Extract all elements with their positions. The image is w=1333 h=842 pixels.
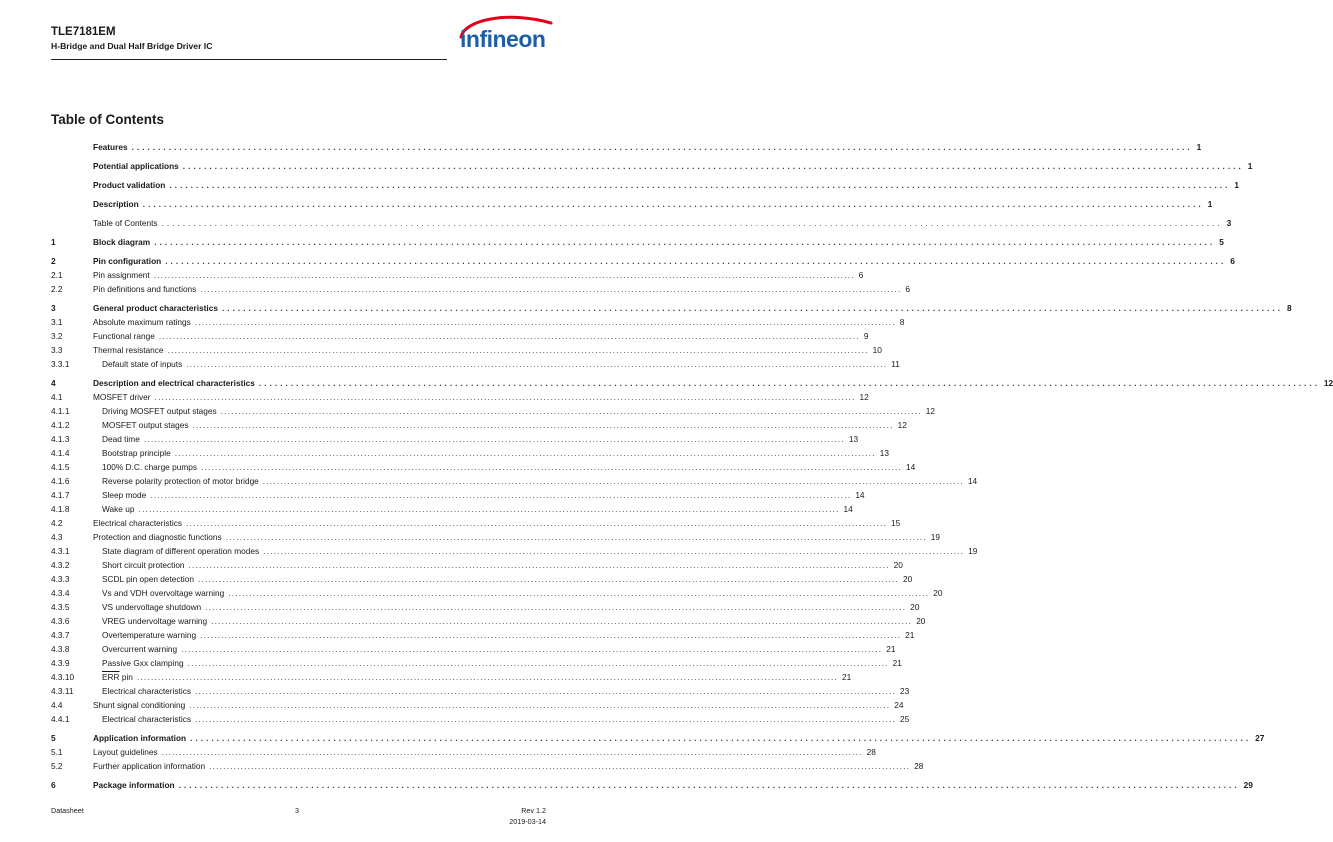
toc-entry-number: 4.3.8: [51, 644, 70, 654]
toc-entry-label: Description: [93, 199, 143, 209]
toc-entry-label: Functional range: [93, 331, 159, 341]
dot-leader: ........................................................................................................................................................................................................: [136, 672, 838, 682]
dot-leader: ........................................................................................................................................................................................................: [197, 574, 899, 584]
dot-leader: ........................................................................................................................................................................................................: [161, 218, 1223, 228]
toc-entry-number: 4.1.7: [51, 490, 70, 500]
dot-leader: ........................................................................................................................................................................................................: [186, 518, 888, 528]
dot-leader: ........................................................................................................................................................................................................: [165, 256, 1227, 266]
toc-entry[interactable]: [51, 218, 1232, 232]
dot-leader: ........................................................................................................................................................................................................: [131, 142, 1193, 152]
dot-leader: ........................................................................................................................................................................................................: [220, 406, 922, 416]
dot-leader: ........................................................................................................................................................................................................: [221, 303, 1283, 313]
footer-page-number: 3: [295, 806, 299, 815]
toc-entry-page: 9: [863, 331, 869, 341]
dot-leader: ........................................................................................................................................................................................................: [138, 504, 840, 514]
dot-leader: ........................................................................................................................................................................................................: [181, 644, 883, 654]
toc-entry[interactable]: [51, 780, 1253, 794]
toc-entry-number: 2.1: [51, 270, 63, 280]
toc-entry-label: Vs and VDH overvoltage warning: [102, 588, 228, 598]
toc-entry-label: Pin configuration: [93, 256, 165, 266]
toc-entry-page: 6: [1230, 256, 1235, 266]
toc-entry[interactable]: [51, 658, 902, 672]
dot-leader: ........................................................................................................................................................................................................: [161, 747, 863, 757]
dot-leader: ........................................................................................................................................................................................................: [142, 199, 1204, 209]
toc-entry-label: Overtemperature warning: [102, 630, 200, 640]
header-rule: [51, 59, 447, 60]
dot-leader: ........................................................................................................................................................................................................: [205, 602, 907, 612]
toc-entry[interactable]: [51, 714, 910, 728]
toc-entry-number: 4.2: [51, 518, 63, 528]
toc-entry[interactable]: [51, 672, 852, 686]
toc-entry-label: Dead time: [102, 434, 144, 444]
toc-entry-label: MOSFET driver: [93, 392, 154, 402]
dot-leader: ........................................................................................................................................................................................................: [195, 714, 897, 724]
dot-leader: ........................................................................................................................................................................................................: [209, 761, 911, 771]
toc-entry-page: 20: [902, 574, 913, 584]
dot-leader: ........................................................................................................................................................................................................: [174, 448, 876, 458]
dot-leader: ........................................................................................................................................................................................................: [200, 284, 902, 294]
toc-entry-label: Features: [93, 142, 132, 152]
toc-entry-number: 4.1: [51, 392, 63, 402]
toc-entry-label: Layout guidelines: [93, 747, 162, 757]
toc-entry-label: Application information: [93, 733, 190, 743]
toc-entry-label: Electrical characteristics: [102, 686, 195, 696]
toc-entry-page: 11: [891, 359, 900, 369]
toc-entry[interactable]: [51, 256, 1235, 270]
dot-leader: ........................................................................................................................................................................................................: [186, 359, 888, 369]
toc-entry-label: Protection and diagnostic functions: [93, 532, 226, 542]
toc-entry[interactable]: [51, 644, 896, 658]
toc-entry-label: Bootstrap principle: [102, 448, 175, 458]
product-subtitle: H-Bridge and Dual Half Bridge Driver IC: [51, 41, 213, 51]
toc-entry[interactable]: [51, 448, 889, 462]
toc-entry[interactable]: [51, 199, 1213, 213]
toc-entry-label: Thermal resistance: [93, 345, 168, 355]
toc-entry[interactable]: [51, 392, 869, 406]
toc-entry-number: 3.1: [51, 317, 63, 327]
toc-entry[interactable]: [51, 284, 910, 298]
toc-entry-number: 4.1.6: [51, 476, 70, 486]
toc-entry-number: 2: [51, 256, 56, 266]
toc-entry-label: General product characteristics: [93, 303, 222, 313]
toc-entry[interactable]: [51, 237, 1224, 251]
toc-entry-page: 1: [1196, 142, 1202, 152]
toc-entry-page: 19: [968, 546, 978, 556]
toc-entry-label: Pin definitions and functions: [93, 284, 200, 294]
toc-entry-label: $\overline{ERR}$ pin: [102, 672, 137, 682]
toc-entry-label: Description and electrical characteristics: [93, 378, 259, 388]
toc-entry-label: Default state of inputs: [102, 359, 186, 369]
toc-entry-number: 4.3.9: [51, 658, 70, 668]
dot-leader: ........................................................................................................................................................................................................: [150, 490, 852, 500]
toc-entry-label: Product validation: [93, 180, 169, 190]
dot-leader: ........................................................................................................................................................................................................: [228, 588, 930, 598]
toc-entry[interactable]: [51, 574, 913, 588]
toc-entry-number: 4.3.1: [51, 546, 70, 556]
toc-entry-label: Block diagram: [93, 237, 154, 247]
infineon-logo: [455, 13, 565, 63]
toc-entry[interactable]: [51, 490, 865, 504]
toc-entry[interactable]: [51, 700, 904, 714]
dot-leader: ........................................................................................................................................................................................................: [169, 180, 1231, 190]
toc-entry-number: 3.3.1: [51, 359, 70, 369]
toc-entry-page: 10: [872, 345, 882, 355]
toc-entry-label: Reverse polarity protection of motor bridge: [102, 476, 263, 486]
toc-entry-label: Further application information: [93, 761, 209, 771]
toc-entry-label: VREG undervoltage warning: [102, 616, 211, 626]
toc-entry-page: 19: [930, 532, 940, 542]
toc-entry-number: 3: [51, 303, 56, 313]
toc-entry-number: 4.3.3: [51, 574, 70, 584]
toc-entry-label: Table of Contents: [93, 218, 162, 228]
toc-entry-page: 1: [1234, 180, 1240, 190]
toc-entry[interactable]: [51, 462, 916, 476]
toc-entry-page: 12: [897, 420, 907, 430]
toc-entry-number: 4.3.6: [51, 616, 70, 626]
toc-entry-label: Driving MOSFET output stages: [102, 406, 221, 416]
dot-leader: ........................................................................................................................................................................................................: [143, 434, 845, 444]
toc-entry-page: 25: [900, 714, 910, 724]
toc-entry-label: 100% D.C. charge pumps: [102, 462, 201, 472]
dot-leader: ........................................................................................................................................................................................................: [178, 780, 1240, 790]
toc-entry-page: 24: [894, 700, 904, 710]
dot-leader: ........................................................................................................................................................................................................: [194, 317, 896, 327]
toc-entry[interactable]: [51, 317, 905, 331]
toc-entry-label: Pin assignment: [93, 270, 154, 280]
toc-title: Table of Contents: [51, 112, 164, 127]
toc-entry[interactable]: [51, 630, 915, 644]
toc-entry-page: 27: [1255, 733, 1265, 743]
toc-entries: [51, 142, 1333, 794]
dot-leader: ........................................................................................................................................................................................................: [263, 546, 965, 556]
toc-entry[interactable]: [51, 359, 900, 373]
toc-entry-page: 12: [859, 392, 869, 402]
toc-entry-label: Potential applications: [93, 161, 183, 171]
dot-leader: ........................................................................................................................................................................................................: [211, 616, 913, 626]
toc-entry-page: 15: [891, 518, 901, 528]
dot-leader: ........................................................................................................................................................................................................: [200, 630, 902, 640]
toc-entry-page: 14: [855, 490, 865, 500]
toc-entry[interactable]: [51, 532, 940, 546]
toc-entry-number: 4.4: [51, 700, 63, 710]
dot-leader: ........................................................................................................................................................................................................: [190, 733, 1252, 743]
toc-entry[interactable]: [51, 345, 882, 359]
toc-entry[interactable]: [51, 747, 876, 761]
toc-entry-number: 4.1.4: [51, 448, 70, 458]
dot-leader: ........................................................................................................................................................................................................: [154, 237, 1216, 247]
toc-entry[interactable]: [51, 378, 1333, 392]
toc-entry-number: 4.3.2: [51, 560, 70, 570]
toc-entry-label: Electrical characteristics: [102, 714, 195, 724]
toc-entry[interactable]: [51, 142, 1202, 156]
product-name: TLE7181EM: [51, 26, 116, 38]
svg-text:infineon: infineon: [460, 26, 546, 52]
toc-entry[interactable]: [51, 686, 910, 700]
toc-entry-page: 20: [916, 616, 926, 626]
toc-entry-label: Electrical characteristics: [93, 518, 186, 528]
dot-leader: ........................................................................................................................................................................................................: [187, 658, 889, 668]
toc-entry-number: 4.1.1: [51, 406, 70, 416]
toc-entry-page: 6: [905, 284, 910, 294]
toc-entry-number: 4.3.11: [51, 686, 74, 696]
toc-entry-number: 4.1.5: [51, 462, 70, 472]
toc-entry-page: 20: [893, 560, 903, 570]
toc-entry-page: 1: [1247, 161, 1253, 171]
toc-entry-number: 4.3.7: [51, 630, 70, 640]
toc-entry-label: State diagram of different operation modes: [102, 546, 263, 556]
toc-entry-number: 4.1.8: [51, 504, 70, 514]
toc-entry-label: SCDL pin open detection: [102, 574, 198, 584]
toc-entry-label: Short circuit protection: [102, 560, 189, 570]
dot-leader: ........................................................................................................................................................................................................: [192, 420, 894, 430]
toc-entry-page: 13: [879, 448, 889, 458]
toc-entry[interactable]: [51, 331, 869, 345]
toc-entry-number: 4.1.3: [51, 434, 70, 444]
toc-entry-number: 4.3.4: [51, 588, 70, 598]
toc-entry[interactable]: [51, 406, 935, 420]
dot-leader: ........................................................................................................................................................................................................: [189, 700, 891, 710]
toc-entry[interactable]: [51, 270, 864, 284]
toc-entry-page: 1: [1207, 199, 1213, 209]
toc-entry-page: 8: [1287, 303, 1292, 313]
toc-entry[interactable]: [51, 761, 924, 775]
toc-entry-label: Package information: [93, 780, 179, 790]
toc-entry-number: 4.3: [51, 532, 63, 542]
toc-entry-number: 4: [51, 378, 56, 388]
dot-leader: ........................................................................................................................................................................................................: [201, 462, 903, 472]
toc-entry-label: Sleep mode: [102, 490, 150, 500]
dot-leader: ........................................................................................................................................................................................................: [154, 392, 856, 402]
toc-entry-page: 8: [899, 317, 905, 327]
dot-leader: ........................................................................................................................................................................................................: [188, 560, 890, 570]
toc-entry-number: 5.1: [51, 747, 63, 757]
toc-entry-label: Wake up: [102, 504, 138, 514]
dot-leader: ........................................................................................................................................................................................................: [153, 270, 855, 280]
toc-entry-label: Absolute maximum ratings: [93, 317, 195, 327]
toc-entry-number: 5.2: [51, 761, 63, 771]
dot-leader: ........................................................................................................................................................................................................: [195, 686, 897, 696]
toc-entry-page: 12: [925, 406, 935, 416]
toc-entry-number: 5: [51, 733, 56, 743]
toc-entry-page: 23: [900, 686, 910, 696]
toc-entry[interactable]: [51, 476, 978, 490]
toc-entry[interactable]: [51, 602, 920, 616]
toc-entry[interactable]: [51, 303, 1292, 317]
toc-entry-label: Overcurrent warning: [102, 644, 181, 654]
toc-entry[interactable]: [51, 504, 853, 518]
footer-doc-type: Datasheet: [51, 806, 84, 815]
toc-entry-page: 14: [906, 462, 916, 472]
toc-entry-page: 6: [858, 270, 864, 280]
toc-entry-page: 28: [914, 761, 924, 771]
toc-entry[interactable]: [51, 733, 1265, 747]
toc-entry[interactable]: [51, 588, 943, 602]
document-header: [51, 25, 212, 52]
toc-entry-label: MOSFET output stages: [102, 420, 193, 430]
toc-entry-page: 21: [905, 630, 915, 640]
dot-leader: ........................................................................................................................................................................................................: [225, 532, 927, 542]
toc-entry-page: 28: [866, 747, 876, 757]
dot-leader: ........................................................................................................................................................................................................: [167, 345, 869, 355]
footer-date: 2019-03-14: [509, 817, 546, 826]
toc-entry[interactable]: [51, 560, 903, 574]
toc-entry-page: 20: [910, 602, 920, 612]
dot-leader: ........................................................................................................................................................................................................: [262, 476, 964, 486]
toc-entry-number: 1: [51, 237, 56, 247]
dot-leader: ........................................................................................................................................................................................................: [158, 331, 860, 341]
toc-entry-number: 2.2: [51, 284, 63, 294]
toc-entry-number: 4.1.2: [51, 420, 70, 430]
toc-entry-number: 4.4.1: [51, 714, 70, 724]
toc-entry[interactable]: [51, 180, 1240, 194]
toc-entry-number: 6: [51, 780, 56, 790]
toc-entry[interactable]: [51, 546, 978, 560]
toc-entry-number: 3.3: [51, 345, 63, 355]
toc-entry[interactable]: [51, 420, 907, 434]
toc-entry-page: 21: [841, 672, 852, 682]
dot-leader: ........................................................................................................................................................................................................: [182, 161, 1244, 171]
toc-entry-page: 29: [1243, 780, 1253, 790]
toc-entry-page: 13: [848, 434, 859, 444]
toc-entry-page: 3: [1226, 218, 1232, 228]
toc-entry-label: Passive Gxx clamping: [102, 658, 188, 668]
footer-revision: Rev 1.2: [521, 806, 546, 815]
toc-entry-page: 14: [967, 476, 978, 486]
toc-entry[interactable]: [51, 518, 901, 532]
toc-entry-page: 20: [933, 588, 943, 598]
toc-entry[interactable]: [51, 434, 859, 448]
toc-entry-number: 3.2: [51, 331, 63, 341]
toc-entry[interactable]: [51, 161, 1253, 175]
toc-entry-label: VS undervoltage shutdown: [102, 602, 205, 612]
toc-entry-page: 14: [843, 504, 853, 514]
toc-entry[interactable]: [51, 616, 926, 630]
toc-entry-label: Shunt signal conditioning: [93, 700, 189, 710]
dot-leader: ........................................................................................................................................................................................................: [258, 378, 1320, 388]
toc-entry-page: 21: [892, 658, 902, 668]
toc-entry-page: 21: [886, 644, 896, 654]
toc-entry-number: 4.3.5: [51, 602, 70, 612]
toc-entry-page: 5: [1219, 237, 1224, 247]
toc-entry-page: 12: [1323, 378, 1333, 388]
toc-entry-number: 4.3.10: [51, 672, 75, 682]
